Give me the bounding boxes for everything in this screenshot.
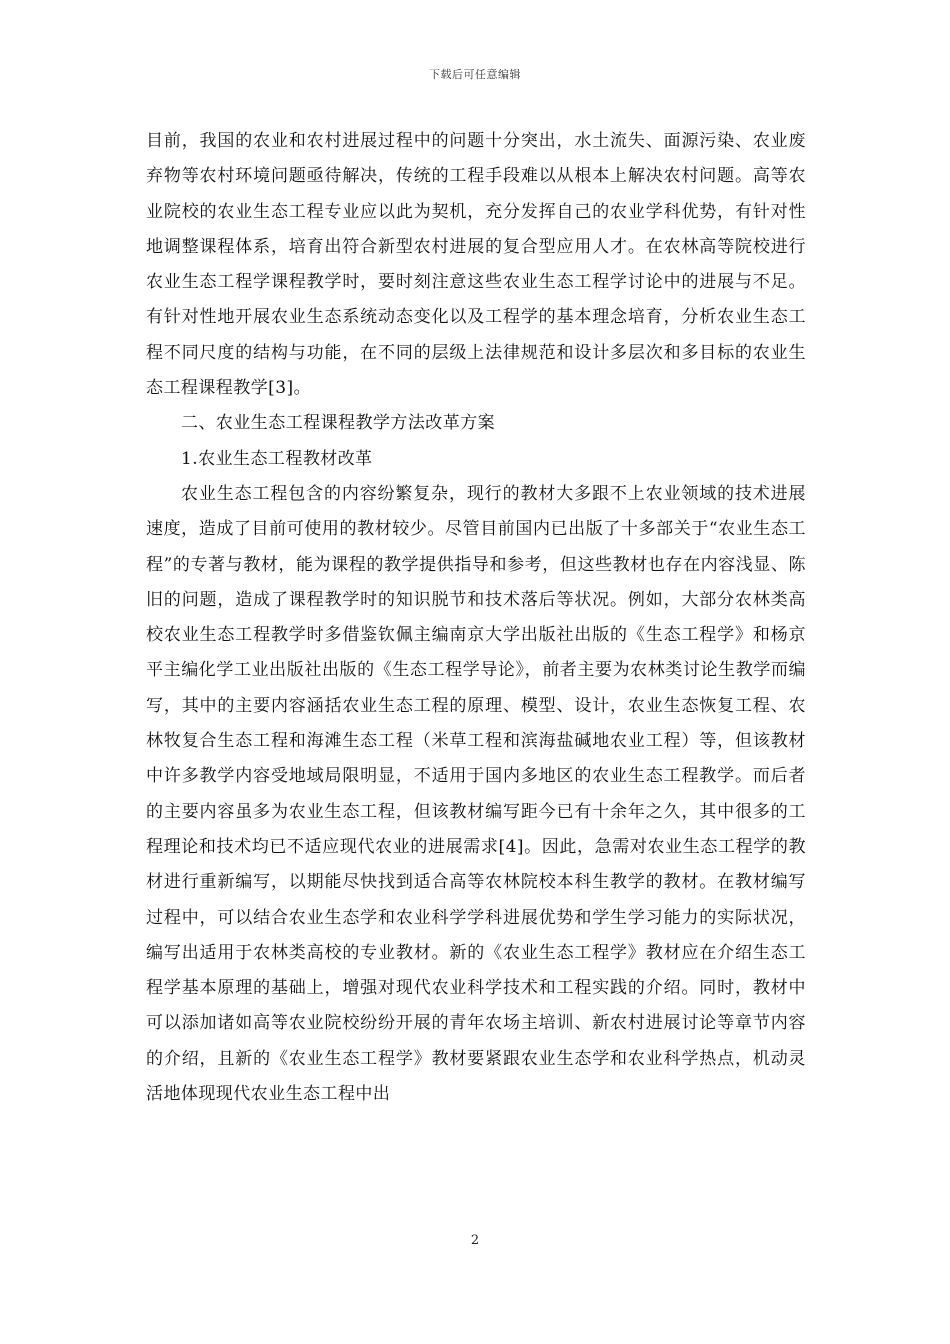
section-heading: 二、农业生态工程课程教学方法改革方案 bbox=[181, 413, 496, 434]
document-body bbox=[146, 124, 806, 1112]
page-header: 下载后可任意编辑 bbox=[429, 68, 521, 81]
paragraph-textbook-reform: 农业生态工程包含的内容纷繁复杂，现行的教材大多跟不上农业领域的技术进展速度，造成了目前可使用的教材较少。尽管目前国内已出版了十多部关于“农业生态工程”的专著与教材，能为课程的教学提供指导和参考，但这些教材也存在内容浅显、陈旧的问题，造成了课程教学时的知识脱节和技术落后等状况。例如，大部分农林类高校农业生态工程教学时多借鉴钦佩主编南京大学出版社出版的《生态工程学》和杨京平主编化学工业出版社出版的《生态工程学导论》，前者主要为农林类讨论生教学而编写，其中的主要内容涵括农业生态工程的原理、模型、设计，农业生态恢复工程、农林牧复合生态工程和海滩生态工程（米草工程和滨海盐碱地农业工程）等，但该教材中许多教学内容受地域局限明显，不适用于国内多地区的农业生态工程教学。而后者的主要内容虽多为农业生态工程，但该教材编写距今已有十余年之久，其中很多的工程理论和技术均已不适应现代农业的进展需求[4]。因此，急需对农业生态工程学的教材进行重新编写，以期能尽快找到适合高等农林院校本科生教学的教材。在教材编写过程中，可以结合农业生态学和农业科学学科进展优势和学生学习能力的实际状况，编写出适用于农林类高校的专业教材。新的《农业生态工程学》教材应在介绍生态工程学基本原理的基础上，增强对现代农业科学技术和工程实践的介绍。同时，教材中可以添加诸如高等农业院校纷纷开展的青年农场主培训、新农村进展讨论等章节内容的介绍，且新的《农业生态工程学》教材要紧跟农业生态学和农业科学热点，机动灵活地体现现代农业生态工程中出 bbox=[146, 483, 806, 1105]
paragraph-intro: 目前，我国的农业和农村进展过程中的问题十分突出，水土流失、面源污染、农业废弃物等农村环境问题亟待解决，传统的工程手段难以从根本上解决农村问题。高等农业院校的农业生态工程专业应以此为契机，充分发挥自己的农业学科优势，有针对性地调整课程体系，培育出符合新型农村进展的复合型应用人才。在农林高等院校进行农业生态工程学课程教学时，要时刻注意这些农业生态工程学讨论中的进展与不足。有针对性地开展农业生态系统动态变化以及工程学的基本理念培育，分析农业生态工程不同尺度的结构与功能，在不同的层级上法律规范和设计多层次和多目标的农业生态工程课程教学[3]。 bbox=[146, 131, 806, 399]
page-number: 2 bbox=[470, 1233, 480, 1248]
subsection-heading: 1.农业生态工程教材改革 bbox=[181, 448, 373, 469]
